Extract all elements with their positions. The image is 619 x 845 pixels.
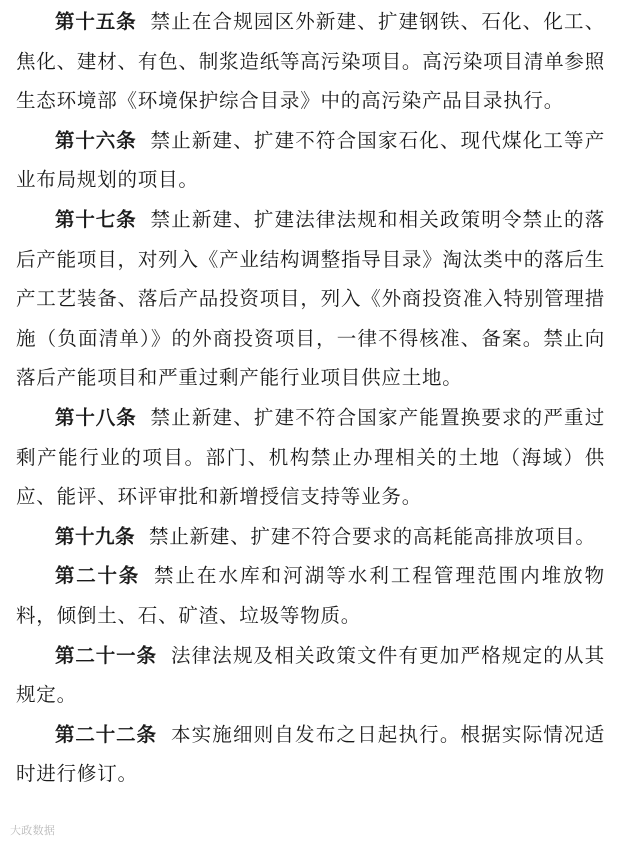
article-19: [0, 517, 619, 557]
article-title: 第十六条: [55, 128, 137, 152]
article-15: [0, 2, 619, 121]
article-title: 第二十一条: [55, 643, 157, 667]
article-text: 禁止新建、扩建不符合要求的高耗能高排放项目。: [149, 524, 596, 548]
article-title: 第二十二条: [55, 722, 157, 746]
article-text: 法律法规及相关政策文件有更加严格规定的从其规定。: [16, 643, 605, 707]
article-title: 第十五条: [55, 10, 137, 33]
article-title: 第十八条: [55, 405, 137, 429]
article-text: 禁止新建、扩建法律法规和相关政策明令禁止的落后产能项目，对列入《产业结构调整指导目录》淘汰类中的落后生产工艺装备、落后产品投资项目，列入《外商投资准入特别管理措施（负面清单）》的外商投资项目，一律不得核准、备案。禁止向落后产能项目和严重过剩产能行业项目供应土地。: [16, 207, 605, 390]
article-title: 第十九条: [55, 524, 136, 548]
article-text: 禁止新建、扩建不符合国家石化、现代煤化工等产业布局规划的项目。: [16, 128, 605, 192]
article-17: [0, 200, 619, 398]
watermark-text: 大政数据: [10, 824, 56, 837]
article-text: 禁止在合规园区外新建、扩建钢铁、石化、化工、焦化、建材、有色、制浆造纸等高污染项目。高污染项目清单参照生态环境部《环境保护综合目录》中的高污染产品目录执行。: [16, 10, 605, 113]
article-text: 禁止新建、扩建不符合国家产能置换要求的严重过剩产能行业的项目。部门、机构禁止办理相关的土地（海域）供应、能评、环评审批和新增授信支持等业务。: [16, 405, 605, 509]
article-text: 禁止在水库和河湖等水利工程管理范围内堆放物料，倾倒土、石、矿渣、垃圾等物质。: [16, 564, 605, 627]
article-title: 第十七条: [55, 207, 137, 231]
article-16: [0, 121, 619, 200]
article-title: 第二十条: [55, 564, 140, 588]
article-20: [0, 556, 619, 635]
article-21: [0, 636, 619, 715]
article-text: 本实施细则自发布之日起执行。根据实际情况适时进行修订。: [16, 722, 605, 786]
article-22: [0, 715, 619, 794]
article-18: [0, 398, 619, 517]
watermark: [10, 824, 55, 838]
